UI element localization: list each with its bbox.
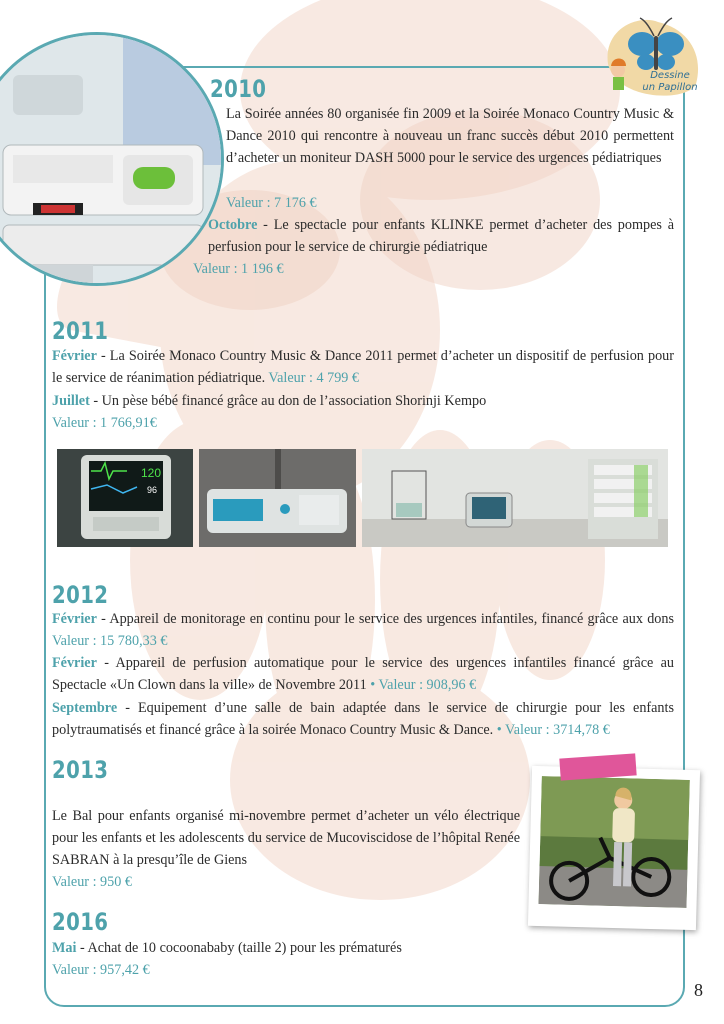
- logo-line-1: Dessine: [650, 70, 690, 81]
- month-2011-1: Février: [52, 348, 97, 364]
- year-heading-2013: 2013: [52, 756, 109, 784]
- paragraph-2016-1: [52, 937, 674, 959]
- paragraph-2012-3: [52, 697, 674, 741]
- monitor-reading-1: 120: [141, 466, 162, 480]
- polaroid-photo-girl-bike: [528, 766, 700, 930]
- month-2012-3: Septembre: [52, 700, 118, 716]
- text-2010-1: La Soirée années 80 organisée fin 2009 et la Soirée Monaco Country Music & Dance 2010 qui rencontre à nouveau un franc succès début 2010 permettent d’acheter un moniteur DASH 5000 pour le service des urgences pédiatriques: [226, 106, 674, 166]
- photo-infusion-pump: [199, 449, 356, 547]
- year-heading-2012: 2012: [52, 581, 109, 609]
- text-2012-1: - Appareil de monitorage en continu pour le service des urgences infantiles, financé grâce aux dons: [96, 611, 674, 627]
- month-2012-2: Février: [52, 655, 97, 671]
- value-2012-1: Valeur : 15 780,33 €: [52, 633, 168, 649]
- paragraph-2012-2: [52, 652, 674, 696]
- month-2010-2: Octobre: [208, 217, 258, 233]
- value-2010-1: Valeur : 7 176 €: [226, 195, 317, 211]
- value-2010-2: Valeur : 1 196 €: [193, 261, 284, 277]
- value-2011-1: Valeur : 4 799 €: [268, 370, 360, 386]
- paragraph-2010-1: [226, 103, 674, 169]
- text-2012-2: - Appareil de perfusion automatique pour le service des urgences infantiles financé grâce au Spectacle «Un Clown dans la ville» de Novembre 2011: [52, 655, 674, 693]
- year-heading-2016: 2016: [52, 908, 109, 936]
- text-2016-1: - Achat de 10 cocoonababy (taille 2) pour les prématurés: [76, 940, 402, 956]
- photo-monitor: [57, 449, 193, 547]
- month-2011-2: Juillet: [52, 393, 90, 409]
- text-2011-2: - Un pèse bébé financé grâce au don de l’association Shorinji Kempo: [89, 393, 487, 409]
- page-number: 8: [694, 980, 703, 1000]
- text-2010-2: - Le spectacle pour enfants KLINKE permet d’acheter des pompes à perfusion pour le service de chirurgie pédiatrique: [208, 217, 674, 255]
- paragraph-2011-2: [52, 390, 674, 412]
- paragraph-2013-1: [52, 805, 520, 871]
- text-2013-1: Le Bal pour enfants organisé mi-novembre permet d’acheter un vélo électrique pour les enfants et les adolescents du service de Mucoviscidose de l’hôpital Renée SABRAN à la presqu’île de Giens: [52, 808, 520, 868]
- month-2012-1: Février: [52, 611, 97, 627]
- paragraph-2012-1: [52, 608, 674, 652]
- value-2012-2: • Valeur : 908,96 €: [370, 677, 477, 693]
- logo-line-2: un Papillon: [642, 82, 698, 93]
- photo-equipment-room: [362, 449, 668, 547]
- year-heading-2011: 2011: [52, 317, 109, 345]
- paragraph-2011-1: [52, 345, 674, 389]
- year-heading-2010: 2010: [210, 75, 267, 103]
- dessine-un-papillon-logo: [598, 4, 704, 102]
- text-2011-1: - La Soirée Monaco Country Music & Dance 2011 permet d’acheter un dispositif de perfusion pour le service de réanimation pédiatrique.: [52, 348, 674, 386]
- month-2016-1: Mai: [52, 940, 77, 956]
- text-2012-3: - Equipement d’une salle de bain adaptée dans le service de chirurgie pour les enfants polytraumatisés et financé grâce à la soirée Monaco Country Music & Dance.: [52, 700, 674, 738]
- paragraph-2010-2: [208, 214, 674, 258]
- monitor-reading-2: 96: [147, 485, 158, 495]
- value-2011-2: Valeur : 1 766,91€: [52, 415, 157, 431]
- value-2012-3: • Valeur : 3714,78 €: [496, 722, 610, 738]
- value-2013-1: Valeur : 950 €: [52, 874, 132, 890]
- value-2016-1: Valeur : 957,42 €: [52, 962, 150, 978]
